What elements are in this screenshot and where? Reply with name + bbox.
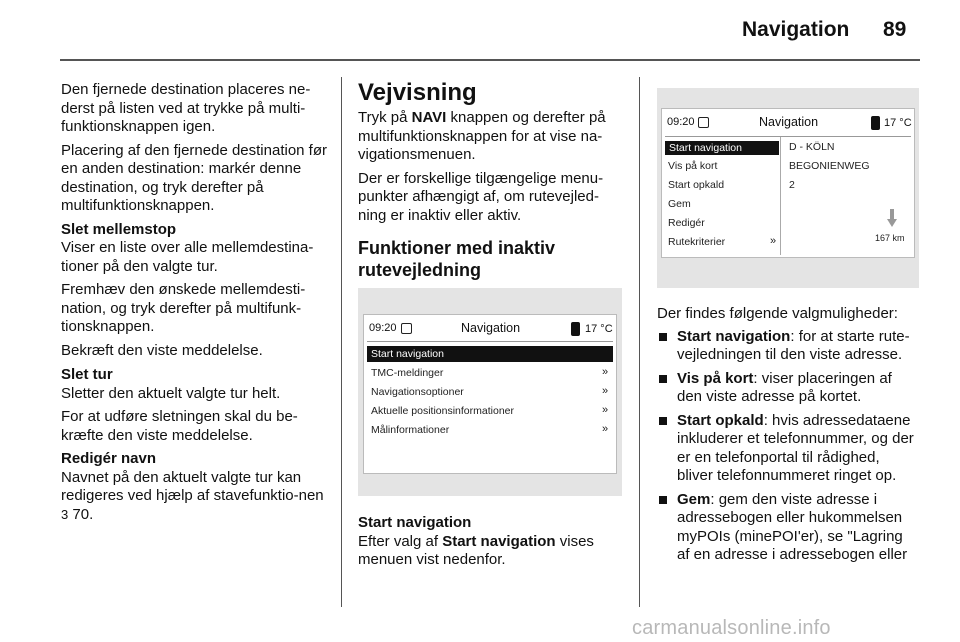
chevron-right-icon: » (602, 423, 609, 435)
bullet-square-icon (659, 417, 667, 425)
term: Start navigation (442, 532, 556, 550)
page-header-title: Navigation (742, 18, 850, 41)
option-bullet (657, 370, 919, 407)
paragraph (358, 109, 626, 165)
text: knappen og derefter på multifunktionsknappen for at vise na-vigationsmenuen. (358, 109, 606, 163)
header-divider (60, 59, 920, 61)
menu-item[interactable]: Målinformationer (371, 424, 450, 436)
option-bullet (657, 328, 919, 365)
address-line: D - KÖLN (789, 141, 835, 153)
paragraph-text: Navnet på den aktuelt valgte tur kan redigeres ved hjælp af stavefunktio-nen (61, 468, 324, 504)
menu-item[interactable]: Vis på kort (668, 160, 718, 172)
screen-divider (367, 341, 613, 342)
option-text: : hvis adressedataene inkluderer et telefonnummer, og der er en telefonportal til rådighed, bliver telefonnummeret ringet op. (677, 411, 914, 484)
address-line: 2 (789, 179, 795, 191)
column-divider-2 (639, 77, 640, 607)
screen-temperature: 17 °C (585, 323, 613, 335)
paragraph: For at udføre sletningen skal du be-kræfte den viste meddelelse. (61, 408, 298, 444)
paragraph (358, 533, 626, 570)
navi-term: NAVI (411, 109, 447, 126)
heading-rediger-navn: Redigér navn (61, 450, 157, 467)
paragraph: Der er forskellige tilgængelige menu-punkter afhængigt af, om rutevejled-ning er inaktiv eller aktiv. (358, 169, 604, 224)
temperature-icon (871, 116, 880, 130)
navigation-icon (698, 117, 709, 128)
option-text: : viser placeringen af den viste adresse på kortet. (677, 369, 892, 405)
option-term: Start opkald (677, 411, 764, 429)
navigation-icon (401, 323, 412, 334)
screen-vertical-divider (780, 137, 781, 255)
temperature-icon (571, 322, 580, 336)
menu-item[interactable]: Navigationsoptioner (371, 386, 464, 398)
subsection-title: Funktioner med inaktiv rutevejledning (358, 238, 556, 280)
middle-column-lower (358, 514, 626, 575)
paragraph: Der findes følgende valgmuligheder: (657, 305, 898, 322)
screen-temperature: 17 °C (884, 117, 912, 129)
bullet-square-icon (659, 333, 667, 341)
heading-start-navigation: Start navigation (358, 514, 472, 531)
navigation-screen-image (358, 288, 622, 496)
option-term: Gem (677, 490, 711, 508)
paragraph: Viser en liste over alle mellemdestina-tioner på den valgte tur. (61, 239, 314, 275)
menu-item[interactable]: TMC-meldinger (371, 367, 444, 379)
menu-item[interactable]: Redigér (668, 217, 705, 229)
text: Efter valg af (358, 532, 443, 550)
section-title: Vejvisning (358, 79, 477, 106)
column-divider-1 (341, 77, 342, 607)
screen-title: Navigation (759, 115, 819, 129)
screen-title: Navigation (461, 321, 521, 335)
heading-slet-tur: Slet tur (61, 366, 113, 383)
direction-arrow-icon (887, 219, 897, 227)
option-term: Vis på kort (677, 369, 754, 387)
paragraph: Placering af den fjernede destination før en anden destination: markér denne destination, og tryk derefter på multifunktionsknappen. (61, 141, 327, 214)
paragraph (61, 469, 327, 525)
option-bullet (657, 412, 919, 486)
option-term: Start navigation (677, 327, 791, 345)
address-line: BEGONIENWEG (789, 160, 870, 172)
distance-value: 167 km (875, 233, 905, 243)
chevron-right-icon: » (602, 366, 609, 378)
option-text: : gem den viste adresse i adressebogen eller hukommelsen myPOIs (minePOI'er), se "Lagring af en adresse i adressebogen eller (677, 490, 908, 563)
menu-item[interactable]: Start navigation (367, 346, 613, 362)
text: Tryk på (358, 109, 412, 126)
menu-item[interactable]: Rutekriterier (668, 236, 726, 248)
option-text: : for at starte rute-vejledningen til den viste adresse. (677, 327, 910, 363)
screen-display (661, 108, 915, 258)
screen-divider (665, 136, 911, 137)
page-reference[interactable]: 70. (72, 505, 94, 523)
screen-time: 09:20 (667, 116, 695, 128)
chevron-right-icon: » (602, 404, 609, 416)
chevron-right-icon: » (602, 385, 609, 397)
left-column (61, 81, 327, 529)
text: vises menuen vist nedenfor. (358, 532, 594, 568)
bullet-square-icon (659, 375, 667, 383)
heading-slet-mellemstop: Slet mellemstop (61, 220, 177, 238)
paragraph: Sletter den aktuelt valgte tur helt. (61, 384, 281, 402)
direction-arrow-stem (890, 209, 894, 219)
bullet-square-icon (659, 496, 667, 504)
chevron-right-icon: » (770, 235, 777, 247)
menu-item[interactable]: Start navigation (665, 141, 779, 155)
paragraph: Bekræft den viste meddelelse. (61, 341, 263, 359)
middle-column (358, 80, 626, 281)
page-reference-icon[interactable]: 3 (61, 506, 69, 522)
screen-time: 09:20 (369, 322, 397, 334)
menu-item[interactable]: Start opkald (668, 179, 725, 191)
page-number: 89 (883, 18, 907, 41)
paragraph: Den fjernede destination placeres ne-derst på listen ved at trykke på multi-funktionsknappen igen. (61, 81, 311, 135)
option-bullet (657, 491, 919, 565)
menu-item[interactable]: Gem (668, 198, 691, 210)
paragraph: Fremhæv den ønskede mellemdesti-nation, og tryk derefter på multifunk-tionsknappen. (61, 281, 306, 335)
screen-display (363, 314, 617, 474)
watermark-logo: carmanualsonline.info (632, 617, 831, 639)
navigation-destination-screen-image (657, 88, 919, 288)
right-column (657, 305, 919, 570)
menu-item[interactable]: Aktuelle positionsinformationer (371, 405, 514, 417)
